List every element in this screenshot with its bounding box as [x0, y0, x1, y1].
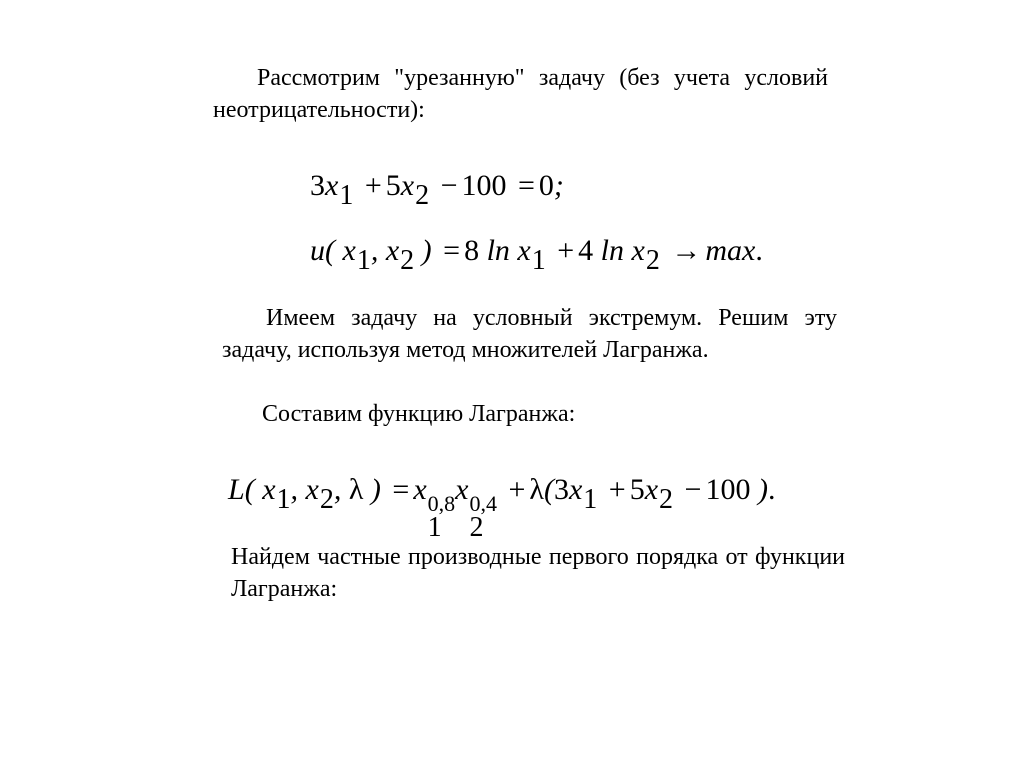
compose-text: Составим функцию Лагранжа: [262, 401, 576, 427]
derivatives-text: Найдем частные производные первого порядка от функции Лагранжа: [231, 544, 845, 602]
constraint-equation: 3x1 + 5x2 − 100 = 0; [310, 169, 564, 211]
intro-paragraph [213, 62, 828, 126]
method-text: Имеем задачу на условный экстремум. Решим эту задачу, используя метод множителей Лагранжа. [222, 305, 837, 363]
compose-paragraph [262, 398, 837, 430]
method-paragraph [222, 302, 837, 366]
derivatives-paragraph [231, 541, 845, 605]
utility-function: u( x1, x2 ) = 8 ln x1 + 4 ln x2 → max. [310, 234, 763, 276]
intro-text: Рассмотрим "урезанную" задачу (без учета условий неотрицательности): [213, 65, 828, 123]
lagrange-function: L( x1, x2, λ ) = x 0,8 1 x 0,4 2 + λ(3x1 + 5x2 − 100 ). [228, 473, 776, 543]
